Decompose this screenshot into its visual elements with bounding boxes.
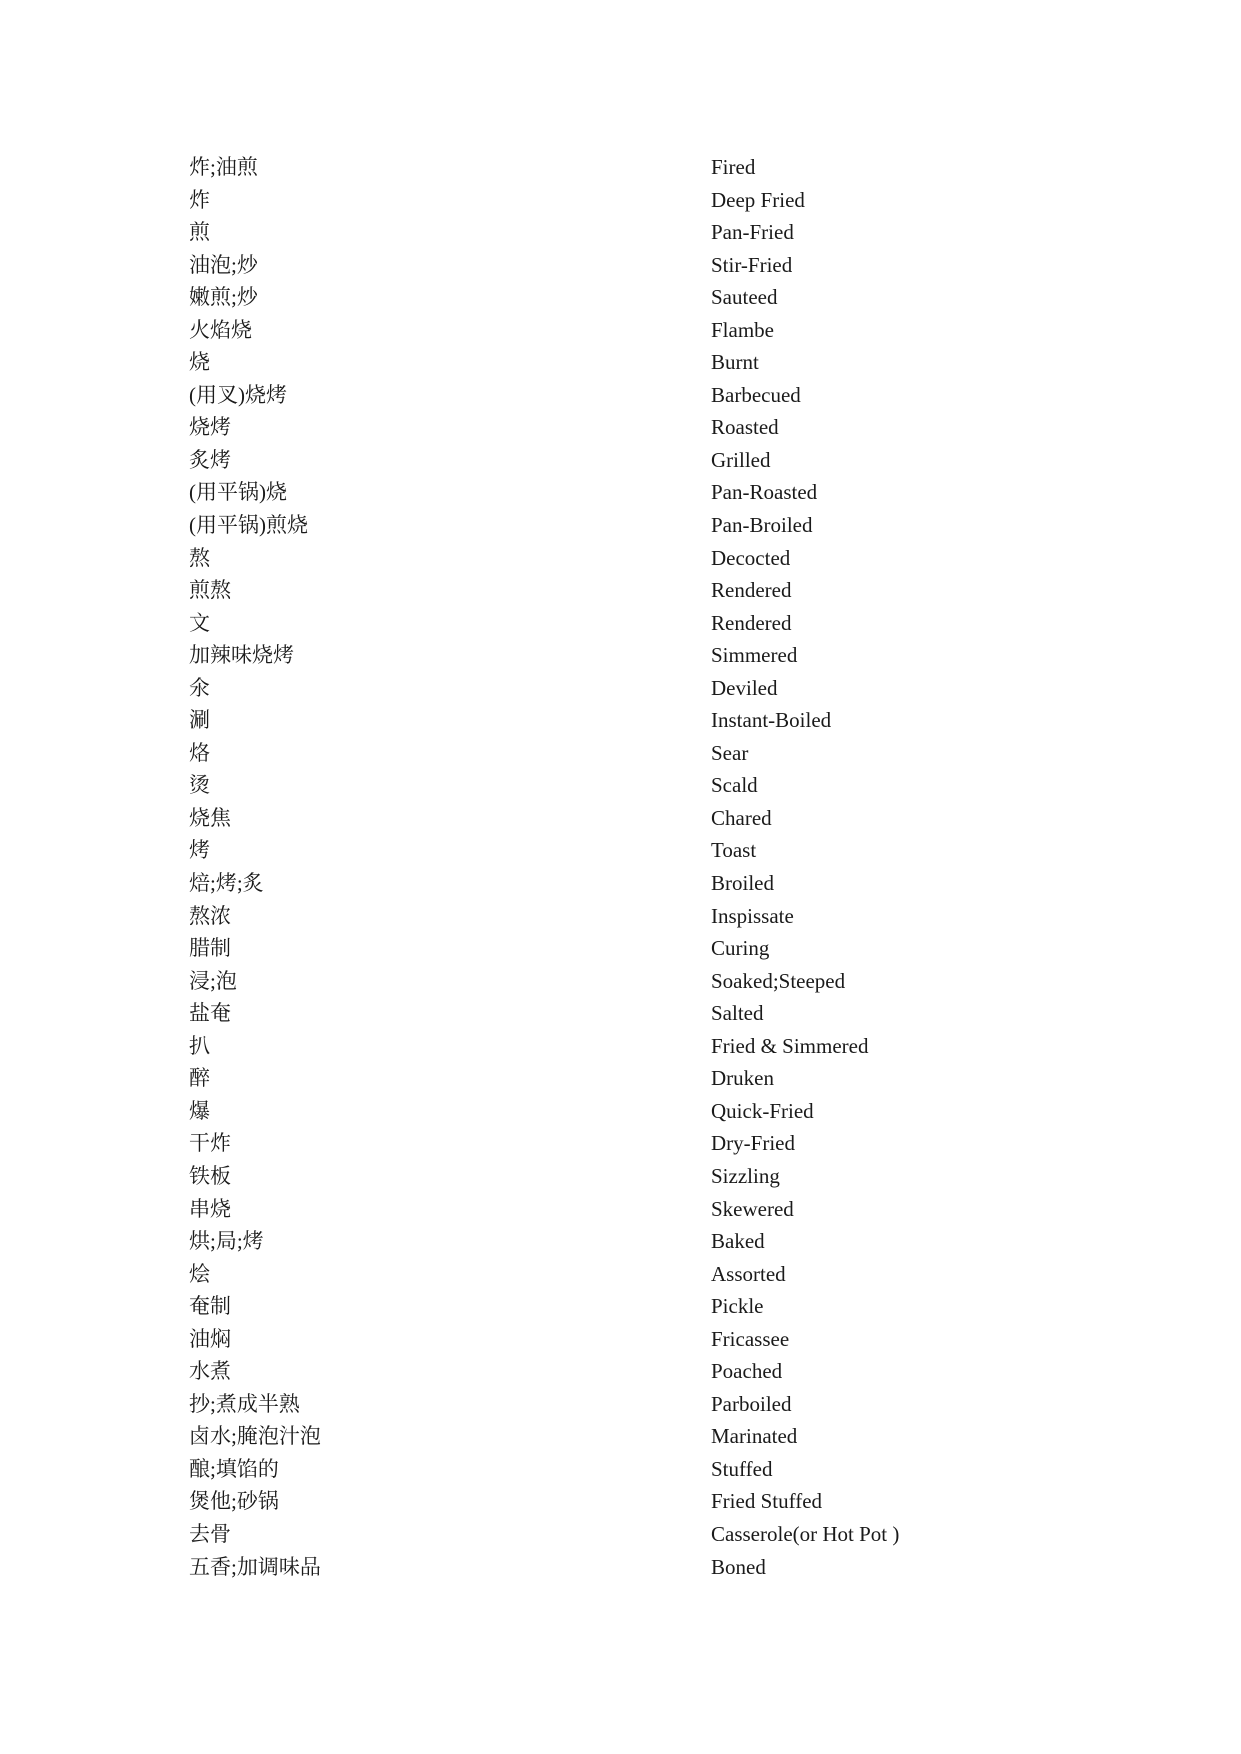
chinese-term: 加辣味烧烤 <box>189 643 294 668</box>
chinese-term: 醉 <box>189 1066 210 1091</box>
term-row <box>189 1062 1009 1095</box>
chinese-term: (用叉)烧烤 <box>189 382 287 407</box>
chinese-term: 煎熬 <box>189 578 231 603</box>
chinese-term: 奄制 <box>189 1294 231 1319</box>
term-row <box>189 1258 1009 1291</box>
term-row <box>189 737 1009 770</box>
chinese-term: 火焰烧 <box>189 317 252 342</box>
english-term: Baked <box>711 1229 765 1254</box>
term-row <box>189 1290 1009 1323</box>
term-row <box>189 1518 1009 1551</box>
english-term: Sauteed <box>711 285 778 310</box>
chinese-term: 烙 <box>189 740 210 765</box>
chinese-term: 炙烤 <box>189 447 231 472</box>
chinese-term: 干炸 <box>189 1131 231 1156</box>
term-row <box>189 1160 1009 1193</box>
term-row <box>189 1420 1009 1453</box>
english-term: Marinated <box>711 1424 798 1449</box>
chinese-term: 五香;加调味品 <box>189 1554 321 1579</box>
english-term: Flambe <box>711 317 774 342</box>
term-row <box>189 1551 1009 1584</box>
term-row <box>189 769 1009 802</box>
english-term: Scald <box>711 773 758 798</box>
term-row <box>189 1453 1009 1486</box>
chinese-term: 熬 <box>189 545 210 570</box>
english-term: Salted <box>711 1001 764 1026</box>
chinese-term: 文 <box>189 610 210 635</box>
term-row <box>189 184 1009 217</box>
chinese-term: 氽 <box>189 675 210 700</box>
term-row <box>189 1388 1009 1421</box>
term-row <box>189 607 1009 640</box>
english-term: Casserole(or Hot Pot ) <box>711 1521 900 1546</box>
english-term: Stir-Fried <box>711 252 793 277</box>
term-row <box>189 476 1009 509</box>
english-term: Inspissate <box>711 903 794 928</box>
english-term: Grilled <box>711 447 771 472</box>
term-row <box>189 379 1009 412</box>
term-row <box>189 346 1009 379</box>
chinese-term: 涮 <box>189 708 210 733</box>
term-row <box>189 1193 1009 1226</box>
english-term: Burnt <box>711 350 759 375</box>
term-row <box>189 1225 1009 1258</box>
term-row <box>189 574 1009 607</box>
chinese-term: 炸;油煎 <box>189 155 258 179</box>
english-term: Pan-Broiled <box>711 513 813 538</box>
english-term: Poached <box>711 1359 783 1384</box>
term-row <box>189 672 1009 705</box>
english-term: Fried Stuffed <box>711 1489 823 1514</box>
chinese-term: 腊制 <box>189 936 231 961</box>
chinese-term: 烧 <box>189 350 210 375</box>
english-term: Broiled <box>711 871 774 896</box>
english-term: Rendered <box>711 578 792 603</box>
term-row <box>189 411 1009 444</box>
term-row <box>189 1127 1009 1160</box>
term-row <box>189 1323 1009 1356</box>
chinese-term: 烧焦 <box>189 805 231 830</box>
english-term: Dry-Fried <box>711 1131 795 1156</box>
term-row <box>189 249 1009 282</box>
english-term: Fired <box>711 155 756 179</box>
term-row <box>189 802 1009 835</box>
english-term: Deviled <box>711 675 778 700</box>
term-row <box>189 542 1009 575</box>
chinese-term: 烫 <box>189 773 210 798</box>
term-row <box>189 867 1009 900</box>
english-term: Druken <box>711 1066 774 1091</box>
chinese-term: 扒 <box>189 1033 210 1058</box>
english-term: Pickle <box>711 1294 764 1319</box>
english-term: Roasted <box>711 415 779 440</box>
chinese-term: 烘;局;烤 <box>189 1229 264 1254</box>
chinese-term: 煎 <box>189 220 210 245</box>
cooking-term-list <box>189 151 1009 1583</box>
english-term: Instant-Boiled <box>711 708 832 733</box>
english-term: Deep Fried <box>711 187 805 212</box>
term-row <box>189 1485 1009 1518</box>
chinese-term: 浸;泡 <box>189 968 237 993</box>
english-term: Fried & Simmered <box>711 1033 869 1058</box>
english-term: Rendered <box>711 610 792 635</box>
term-row <box>189 932 1009 965</box>
term-row <box>189 444 1009 477</box>
chinese-term: 烤 <box>189 838 210 863</box>
english-term: Pan-Roasted <box>711 480 818 505</box>
english-term: Barbecued <box>711 382 801 407</box>
english-term: Sizzling <box>711 1163 780 1188</box>
english-term: Boned <box>711 1554 766 1579</box>
term-row <box>189 704 1009 737</box>
english-term: Chared <box>711 805 772 830</box>
english-term: Soaked;Steeped <box>711 968 846 993</box>
term-row <box>189 1355 1009 1388</box>
term-row <box>189 639 1009 672</box>
term-row <box>189 151 1009 184</box>
term-row <box>189 834 1009 867</box>
english-term: Fricassee <box>711 1326 790 1351</box>
chinese-term: 卤水;腌泡汁泡 <box>189 1424 321 1449</box>
term-row <box>189 281 1009 314</box>
english-term: Skewered <box>711 1196 794 1221</box>
term-row <box>189 216 1009 249</box>
english-term: Pan-Fried <box>711 220 794 245</box>
chinese-term: 焙;烤;炙 <box>189 871 264 896</box>
english-term: Sear <box>711 740 749 765</box>
chinese-term: 嫩煎;炒 <box>189 285 258 310</box>
chinese-term: 油焖 <box>189 1326 231 1351</box>
term-row <box>189 965 1009 998</box>
chinese-term: 盐奄 <box>189 1001 231 1026</box>
chinese-term: 水煮 <box>189 1359 231 1384</box>
chinese-term: 酿;填馅的 <box>189 1456 279 1481</box>
chinese-term: 烩 <box>189 1261 210 1286</box>
english-term: Assorted <box>711 1261 786 1286</box>
chinese-term: 串烧 <box>189 1196 231 1221</box>
term-row <box>189 314 1009 347</box>
chinese-term: 去骨 <box>189 1521 231 1546</box>
english-term: Curing <box>711 936 770 961</box>
term-row <box>189 1030 1009 1063</box>
english-term: Parboiled <box>711 1391 792 1416</box>
chinese-term: (用平锅)烧 <box>189 480 287 505</box>
english-term: Simmered <box>711 643 798 668</box>
chinese-term: 熬浓 <box>189 903 231 928</box>
chinese-term: 油泡;炒 <box>189 252 258 277</box>
term-row <box>189 1095 1009 1128</box>
term-row <box>189 509 1009 542</box>
chinese-term: 铁板 <box>189 1163 231 1188</box>
english-term: Stuffed <box>711 1456 773 1481</box>
chinese-term: 烧烤 <box>189 415 231 440</box>
chinese-term: 抄;煮成半熟 <box>189 1391 300 1416</box>
english-term: Quick-Fried <box>711 1098 814 1123</box>
chinese-term: 爆 <box>189 1098 210 1123</box>
chinese-term: 煲他;砂锅 <box>189 1489 279 1514</box>
english-term: Toast <box>711 838 757 863</box>
chinese-term: 炸 <box>189 187 210 212</box>
english-term: Decocted <box>711 545 791 570</box>
chinese-term: (用平锅)煎烧 <box>189 513 308 538</box>
term-row <box>189 900 1009 933</box>
term-row <box>189 997 1009 1030</box>
